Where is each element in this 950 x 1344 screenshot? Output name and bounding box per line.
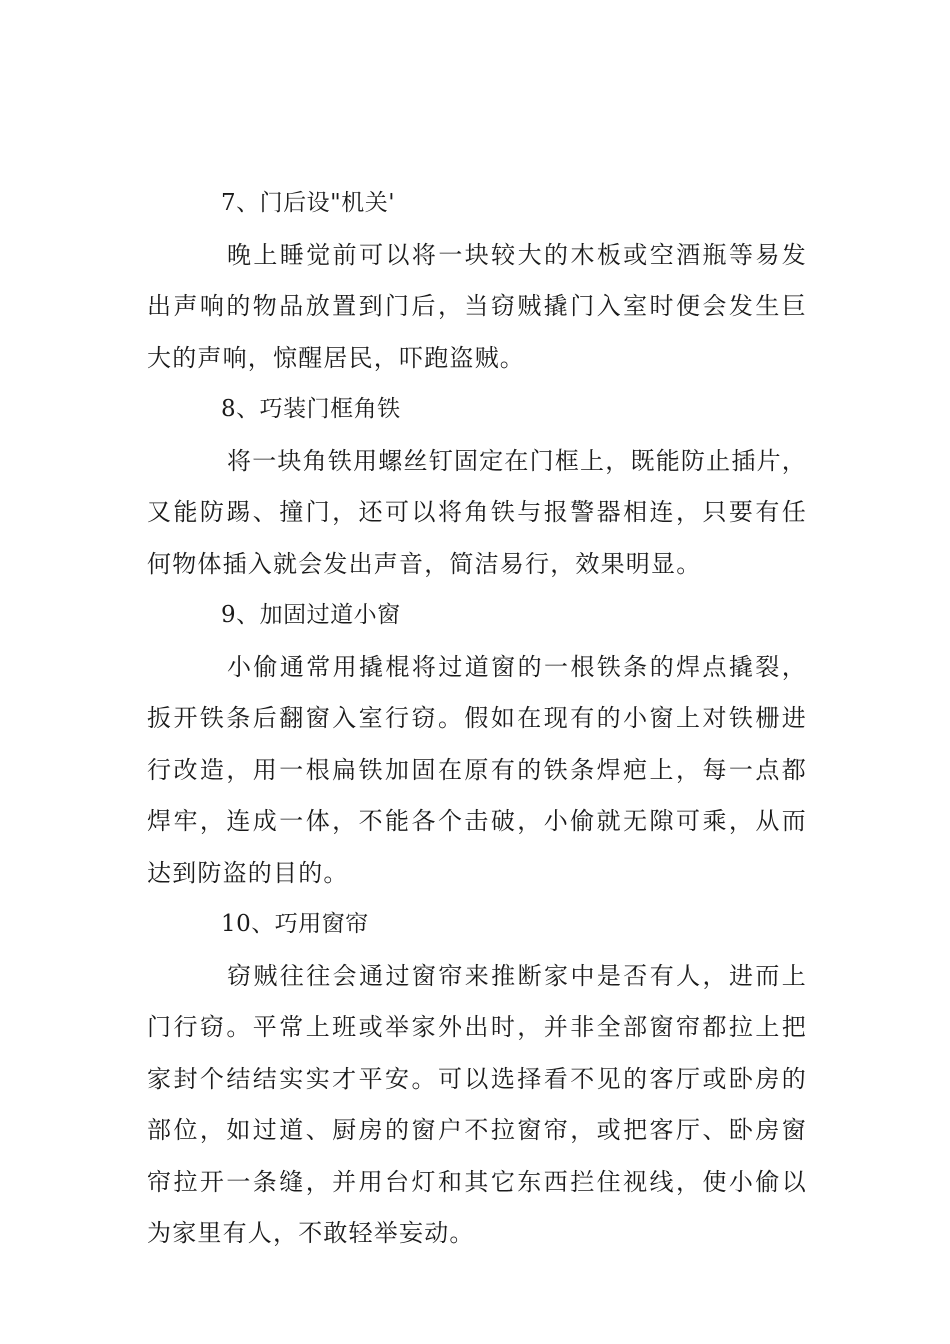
- paragraph-line: 窃贼往往会通过窗帘来推断家中是否有人，进而上: [227, 961, 807, 990]
- paragraph-line: 达到防盗的目的。: [147, 858, 349, 887]
- paragraph-line: 又能防踢、撞门，还可以将角铁与报警器相连，只要有任: [147, 498, 807, 526]
- paragraph-line: 部位，如过道、厨房的窗户不拉窗帘，或把客厅、卧房窗: [147, 1116, 807, 1144]
- section-heading-9: 9、加固过道小窗: [221, 602, 401, 628]
- paragraph-line: 焊牢，连成一体，不能各个击破，小偷就无隙可乘，从而: [147, 807, 807, 835]
- document-body: [147, 178, 807, 1260]
- paragraph-line: 何物体插入就会发出声音，简洁易行，效果明显。: [147, 549, 702, 578]
- paragraph-line: 为家里有人，不敢轻举妄动。: [147, 1219, 475, 1247]
- paragraph-line: 将一块角铁用螺丝钉固定在门框上，既能防止插片，: [227, 446, 807, 475]
- paragraph-line: 门行窃。平常上班或举家外出时，并非全部窗帘都拉上把: [147, 1013, 807, 1041]
- section-heading-10: 10、巧用窗帘: [221, 911, 369, 937]
- paragraph-line: 出声响的物品放置到门后，当窃贼撬门入室时便会发生巨: [147, 292, 807, 320]
- paragraph-line: 大的声响，惊醒居民，吓跑盗贼。: [147, 343, 525, 372]
- paragraph-line: 帘拉开一条缝，并用台灯和其它东西拦住视线，使小偷以: [147, 1167, 807, 1196]
- paragraph-line: 小偷通常用撬棍将过道窗的一根铁条的焊点撬裂，: [227, 652, 807, 681]
- paragraph-line: 家封个结结实实才平安。可以选择看不见的客厅或卧房的: [147, 1064, 807, 1093]
- paragraph-line: 晚上睡觉前可以将一块较大的木板或空酒瓶等易发: [227, 240, 807, 269]
- paragraph-line: 行改造，用一根扁铁加固在原有的铁条焊疤上，每一点都: [147, 755, 807, 784]
- section-heading-8: 8、巧装门框角铁: [221, 396, 401, 422]
- section-heading-7: 7、门后设"机关': [221, 190, 396, 216]
- paragraph-line: 扳开铁条后翻窗入室行窃。假如在现有的小窗上对铁栅进: [147, 704, 807, 732]
